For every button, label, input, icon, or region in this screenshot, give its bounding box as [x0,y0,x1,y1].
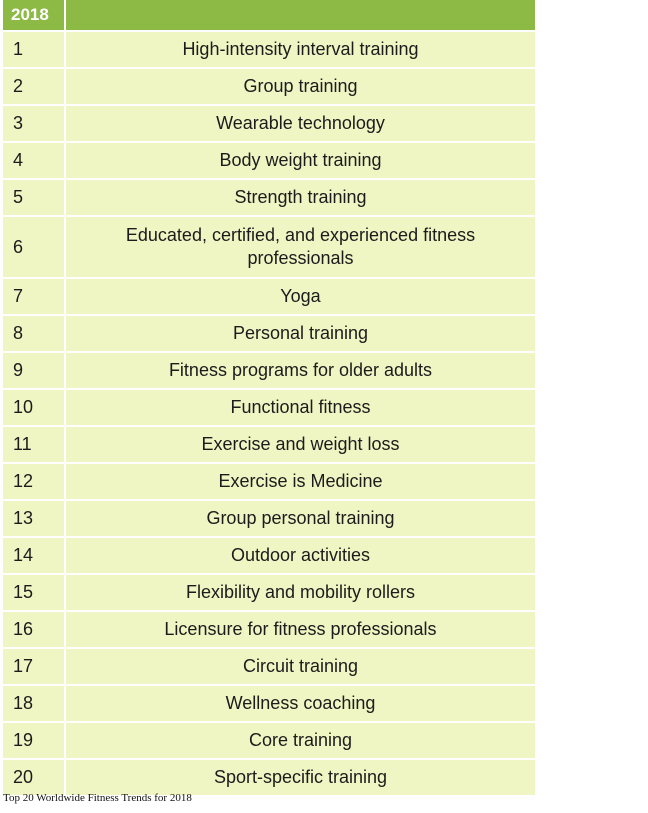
table-row [3,179,535,216]
rank-cell: 3 [3,105,65,142]
rank-cell: 9 [3,352,65,389]
rank-cell: 13 [3,500,65,537]
rank-cell: 14 [3,537,65,574]
trend-cell: Flexibility and mobility rollers [65,574,535,611]
trend-cell: Group training [65,68,535,105]
rank-cell: 18 [3,685,65,722]
table-row [3,278,535,315]
trend-cell: High-intensity interval training [65,31,535,68]
table-row [3,216,535,278]
table-row [3,105,535,142]
table-row [3,142,535,179]
trend-cell: Educated, certified, and experienced fitness professionals [65,216,535,278]
fitness-trends-table-wrapper [3,0,535,797]
trend-cell: Group personal training [65,500,535,537]
trend-cell: Fitness programs for older adults [65,352,535,389]
table-row [3,611,535,648]
rank-cell: 16 [3,611,65,648]
rank-cell: 10 [3,389,65,426]
trend-cell: Exercise is Medicine [65,463,535,500]
rank-cell: 20 [3,759,65,796]
table-row [3,426,535,463]
rank-cell: 11 [3,426,65,463]
trend-header [65,0,535,31]
trend-cell: Body weight training [65,142,535,179]
table-row [3,315,535,352]
table-body [3,31,535,796]
table-row [3,352,535,389]
year-header: 2018 [3,0,65,31]
table-row [3,759,535,796]
rank-cell: 5 [3,179,65,216]
table-row [3,500,535,537]
trend-cell: Outdoor activities [65,537,535,574]
trend-cell: Functional fitness [65,389,535,426]
trend-cell: Licensure for fitness professionals [65,611,535,648]
table-row [3,685,535,722]
table-row [3,463,535,500]
rank-cell: 12 [3,463,65,500]
fitness-trends-table [3,0,535,797]
trend-cell: Core training [65,722,535,759]
table-row [3,31,535,68]
rank-cell: 1 [3,31,65,68]
rank-cell: 2 [3,68,65,105]
table-row [3,68,535,105]
rank-cell: 8 [3,315,65,352]
table-header-row [3,0,535,31]
rank-cell: 17 [3,648,65,685]
table-row [3,722,535,759]
rank-cell: 19 [3,722,65,759]
trend-cell: Personal training [65,315,535,352]
trend-cell: Wellness coaching [65,685,535,722]
trend-cell: Wearable technology [65,105,535,142]
trend-cell: Yoga [65,278,535,315]
trend-cell: Sport-specific training [65,759,535,796]
table-caption: Top 20 Worldwide Fitness Trends for 2018 [3,792,192,804]
trend-cell: Circuit training [65,648,535,685]
table-row [3,389,535,426]
trend-cell: Strength training [65,179,535,216]
table-row [3,537,535,574]
rank-cell: 6 [3,216,65,278]
table-row [3,648,535,685]
rank-cell: 15 [3,574,65,611]
rank-cell: 7 [3,278,65,315]
rank-cell: 4 [3,142,65,179]
table-row [3,574,535,611]
trend-cell: Exercise and weight loss [65,426,535,463]
